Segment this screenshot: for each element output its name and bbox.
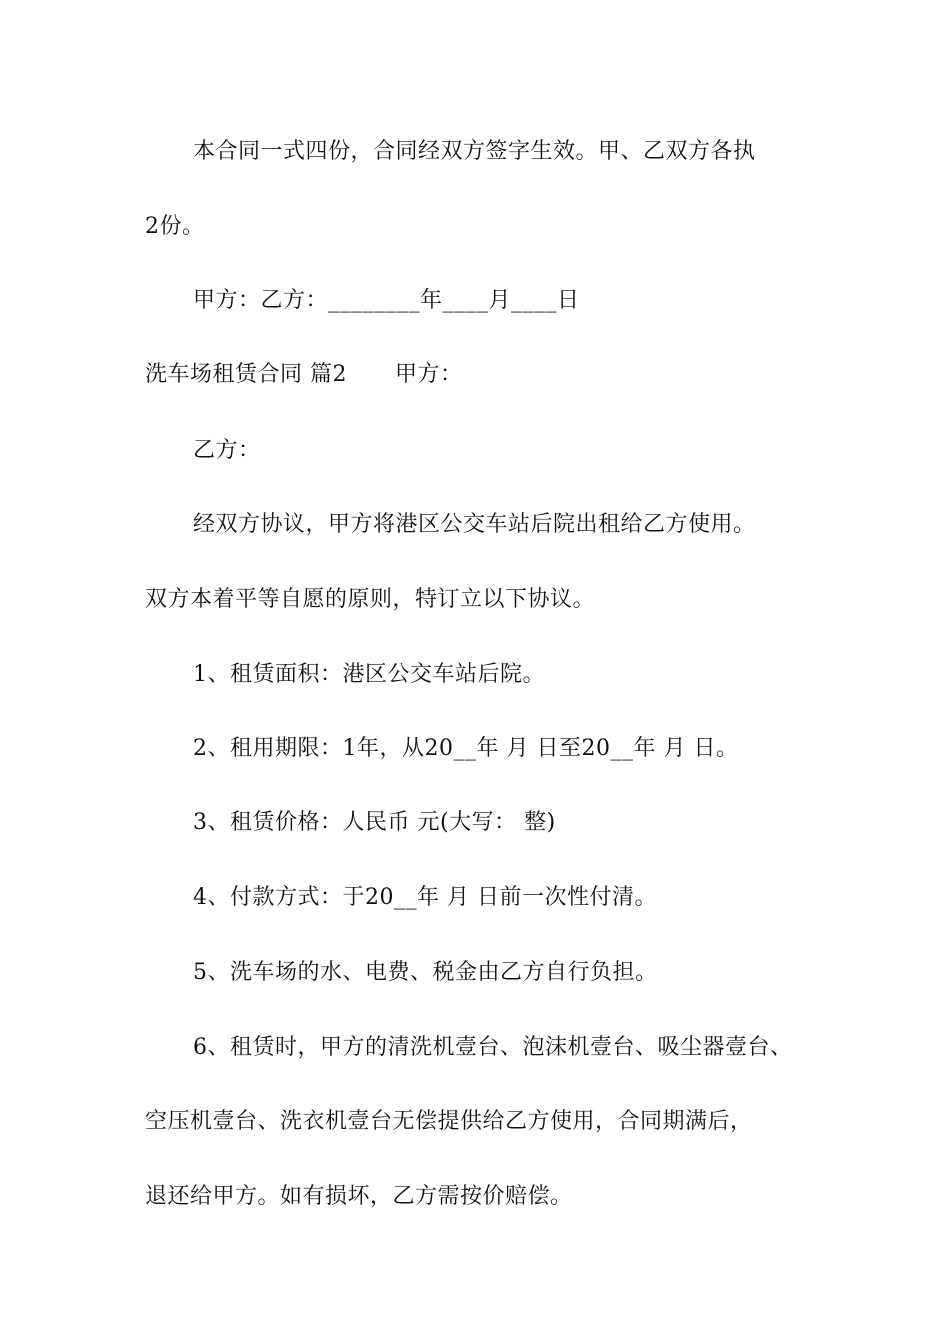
paragraph-line: 退还给甲方。如有损坏，乙方需按价赔偿。 (145, 1184, 573, 1209)
section-heading (145, 355, 463, 395)
clause-item: 4、付款方式：于20__年 月 日前一次性付清。 (193, 885, 657, 910)
paragraph-line: 本合同一式四份，合同经双方签字生效。甲、乙双方各执 (193, 139, 756, 164)
clause-item: 2、租用期限：1年，从20__年 月 日至20__年 月 日。 (193, 736, 739, 761)
clause-item: 6、租赁时，甲方的清洗机壹台、泡沫机壹台、吸尘器壹台、 (193, 1035, 793, 1060)
party-a-label: 甲方： (395, 362, 463, 387)
paragraph-line: 2份。 (145, 214, 205, 239)
signature-line: 甲方：乙方：________年____月____日 (193, 288, 580, 313)
party-b-label: 乙方： (193, 438, 261, 463)
paragraph-line: 经双方协议，甲方将港区公交车站后院出租给乙方使用。 (193, 512, 756, 537)
clause-item: 3、租赁价格：人民币 元(大写： 整) (193, 810, 556, 835)
paragraph-line: 空压机壹台、洗衣机壹台无偿提供给乙方使用，合同期满后， (145, 1109, 753, 1134)
clause-item: 1、租赁面积：港区公交车站后院。 (193, 662, 545, 687)
paragraph-line: 双方本着平等自愿的原则，特订立以下协议。 (145, 587, 596, 612)
clause-item: 5、洗车场的水、电费、税金由乙方自行负担。 (193, 960, 658, 985)
contract-title: 洗车场租赁合同 篇2 (145, 362, 347, 387)
